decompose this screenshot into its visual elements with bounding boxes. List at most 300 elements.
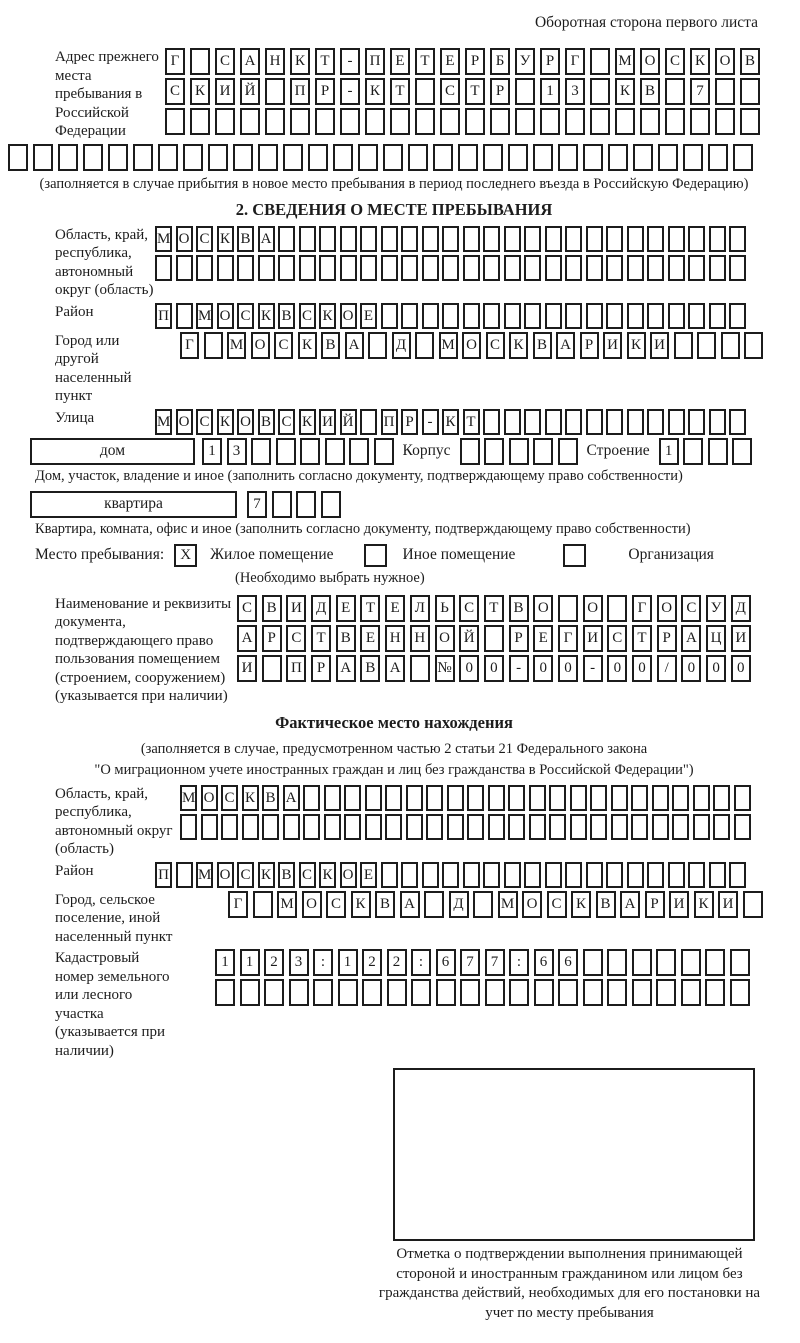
char-cell[interactable]: Д xyxy=(449,891,469,918)
char-cell[interactable] xyxy=(176,255,193,281)
char-cell[interactable]: 0 xyxy=(484,655,504,682)
char-cell[interactable]: Г xyxy=(180,332,199,359)
char-cell[interactable]: М xyxy=(439,332,458,359)
char-cell[interactable]: О xyxy=(340,303,357,329)
char-cell[interactable] xyxy=(545,409,562,435)
char-cell[interactable]: О xyxy=(251,332,270,359)
char-cell[interactable] xyxy=(360,255,377,281)
char-cell[interactable] xyxy=(483,144,503,171)
char-cell[interactable] xyxy=(381,255,398,281)
char-cell[interactable]: М xyxy=(196,862,213,888)
house-type-box[interactable]: дом xyxy=(30,438,195,465)
char-cell[interactable]: Л xyxy=(410,595,430,622)
char-cell[interactable]: Т xyxy=(465,78,485,105)
char-cell[interactable] xyxy=(743,891,763,918)
char-cell[interactable] xyxy=(401,226,418,252)
char-cell[interactable]: 0 xyxy=(533,655,553,682)
char-cell[interactable]: 2 xyxy=(387,949,407,976)
char-cell[interactable]: С xyxy=(326,891,346,918)
char-cell[interactable] xyxy=(534,979,554,1006)
char-cell[interactable] xyxy=(549,785,566,811)
char-cell[interactable] xyxy=(183,144,203,171)
char-cell[interactable] xyxy=(734,814,751,840)
char-cell[interactable]: О xyxy=(176,409,193,435)
char-cell[interactable]: : xyxy=(313,949,333,976)
char-cell[interactable] xyxy=(340,108,360,135)
char-cell[interactable]: В xyxy=(640,78,660,105)
char-cell[interactable]: В xyxy=(596,891,616,918)
char-cell[interactable] xyxy=(415,332,434,359)
char-cell[interactable] xyxy=(733,144,753,171)
char-cell[interactable] xyxy=(415,108,435,135)
char-cell[interactable]: М xyxy=(196,303,213,329)
char-cell[interactable] xyxy=(697,332,716,359)
char-cell[interactable] xyxy=(540,108,560,135)
char-cell[interactable] xyxy=(483,255,500,281)
char-cell[interactable] xyxy=(524,226,541,252)
char-cell[interactable] xyxy=(590,108,610,135)
char-cell[interactable]: Т xyxy=(315,48,335,75)
char-cell[interactable] xyxy=(401,862,418,888)
char-cell[interactable] xyxy=(709,226,726,252)
char-cell[interactable] xyxy=(415,78,435,105)
char-cell[interactable] xyxy=(583,144,603,171)
char-cell[interactable]: К xyxy=(298,332,317,359)
char-cell[interactable]: Г xyxy=(228,891,248,918)
char-cell[interactable]: О xyxy=(583,595,603,622)
char-cell[interactable] xyxy=(465,108,485,135)
char-cell[interactable]: 1 xyxy=(215,949,235,976)
char-cell[interactable]: О xyxy=(533,595,553,622)
char-cell[interactable] xyxy=(411,979,431,1006)
char-cell[interactable]: 1 xyxy=(540,78,560,105)
char-cell[interactable] xyxy=(344,785,361,811)
char-cell[interactable] xyxy=(340,226,357,252)
char-cell[interactable] xyxy=(408,144,428,171)
char-cell[interactable]: 0 xyxy=(731,655,751,682)
char-cell[interactable]: И xyxy=(237,655,257,682)
char-cell[interactable]: О xyxy=(435,625,455,652)
char-cell[interactable] xyxy=(729,862,746,888)
char-cell[interactable] xyxy=(632,979,652,1006)
char-cell[interactable]: О xyxy=(302,891,322,918)
char-cell[interactable] xyxy=(362,979,382,1006)
char-cell[interactable]: А xyxy=(237,625,257,652)
char-cell[interactable]: Г xyxy=(558,625,578,652)
char-cell[interactable] xyxy=(233,144,253,171)
char-cell[interactable] xyxy=(488,814,505,840)
char-cell[interactable] xyxy=(570,785,587,811)
char-cell[interactable] xyxy=(672,814,689,840)
char-cell[interactable]: 7 xyxy=(247,491,267,518)
char-cell[interactable]: 0 xyxy=(459,655,479,682)
char-cell[interactable] xyxy=(176,862,193,888)
char-cell[interactable] xyxy=(545,226,562,252)
char-cell[interactable] xyxy=(606,409,623,435)
char-cell[interactable]: 0 xyxy=(558,655,578,682)
char-cell[interactable] xyxy=(422,226,439,252)
char-cell[interactable] xyxy=(647,862,664,888)
char-cell[interactable]: Д xyxy=(392,332,411,359)
char-cell[interactable]: 0 xyxy=(706,655,726,682)
char-cell[interactable] xyxy=(509,979,529,1006)
char-cell[interactable] xyxy=(176,303,193,329)
char-cell[interactable]: С xyxy=(196,226,213,252)
char-cell[interactable]: Т xyxy=(390,78,410,105)
char-cell[interactable] xyxy=(426,785,443,811)
char-cell[interactable] xyxy=(33,144,53,171)
char-cell[interactable] xyxy=(484,438,504,465)
char-cell[interactable]: А xyxy=(345,332,364,359)
char-cell[interactable] xyxy=(374,438,394,465)
char-cell[interactable] xyxy=(313,979,333,1006)
char-cell[interactable]: П xyxy=(155,862,172,888)
char-cell[interactable] xyxy=(586,862,603,888)
char-cell[interactable] xyxy=(406,785,423,811)
char-cell[interactable] xyxy=(529,814,546,840)
char-cell[interactable]: А xyxy=(620,891,640,918)
char-cell[interactable]: Е xyxy=(385,595,405,622)
char-cell[interactable]: 0 xyxy=(632,655,652,682)
char-cell[interactable] xyxy=(289,979,309,1006)
char-cell[interactable] xyxy=(422,303,439,329)
char-cell[interactable]: 7 xyxy=(460,949,480,976)
char-cell[interactable] xyxy=(524,255,541,281)
char-cell[interactable] xyxy=(365,108,385,135)
char-cell[interactable]: А xyxy=(385,655,405,682)
char-cell[interactable]: - xyxy=(509,655,529,682)
char-cell[interactable] xyxy=(221,814,238,840)
char-cell[interactable] xyxy=(360,409,377,435)
char-cell[interactable]: В xyxy=(237,226,254,252)
char-cell[interactable]: С xyxy=(459,595,479,622)
char-cell[interactable] xyxy=(508,814,525,840)
char-cell[interactable]: В xyxy=(321,332,340,359)
char-cell[interactable] xyxy=(265,108,285,135)
char-cell[interactable] xyxy=(436,979,456,1006)
char-cell[interactable] xyxy=(688,862,705,888)
char-cell[interactable] xyxy=(410,655,430,682)
char-cell[interactable] xyxy=(473,891,493,918)
char-cell[interactable]: В xyxy=(533,332,552,359)
char-cell[interactable]: К xyxy=(509,332,528,359)
char-cell[interactable] xyxy=(607,949,627,976)
char-cell[interactable] xyxy=(201,814,218,840)
char-cell[interactable]: Е xyxy=(360,303,377,329)
char-cell[interactable]: В xyxy=(740,48,760,75)
char-cell[interactable] xyxy=(627,862,644,888)
char-cell[interactable] xyxy=(240,108,260,135)
char-cell[interactable] xyxy=(315,108,335,135)
char-cell[interactable] xyxy=(647,303,664,329)
char-cell[interactable]: С xyxy=(165,78,185,105)
char-cell[interactable]: О xyxy=(201,785,218,811)
char-cell[interactable] xyxy=(368,332,387,359)
char-cell[interactable] xyxy=(565,255,582,281)
char-cell[interactable]: 2 xyxy=(362,949,382,976)
char-cell[interactable] xyxy=(467,814,484,840)
char-cell[interactable] xyxy=(683,438,703,465)
char-cell[interactable] xyxy=(533,144,553,171)
char-cell[interactable] xyxy=(705,979,725,1006)
char-cell[interactable] xyxy=(583,979,603,1006)
char-cell[interactable] xyxy=(508,144,528,171)
char-cell[interactable] xyxy=(529,785,546,811)
char-cell[interactable]: К xyxy=(694,891,714,918)
char-cell[interactable]: Р xyxy=(645,891,665,918)
char-cell[interactable]: К xyxy=(571,891,591,918)
char-cell[interactable] xyxy=(180,814,197,840)
char-cell[interactable] xyxy=(734,785,751,811)
char-cell[interactable]: О xyxy=(217,862,234,888)
char-cell[interactable] xyxy=(524,409,541,435)
char-cell[interactable]: - xyxy=(583,655,603,682)
char-cell[interactable] xyxy=(586,226,603,252)
char-cell[interactable]: К xyxy=(217,226,234,252)
char-cell[interactable] xyxy=(242,814,259,840)
char-cell[interactable]: Т xyxy=(311,625,331,652)
char-cell[interactable] xyxy=(381,303,398,329)
char-cell[interactable] xyxy=(631,785,648,811)
char-cell[interactable]: Т xyxy=(632,625,652,652)
char-cell[interactable]: К xyxy=(299,409,316,435)
char-cell[interactable] xyxy=(463,226,480,252)
char-cell[interactable]: И xyxy=(603,332,622,359)
char-cell[interactable] xyxy=(321,491,341,518)
char-cell[interactable]: С xyxy=(237,303,254,329)
char-cell[interactable]: № xyxy=(435,655,455,682)
char-cell[interactable]: 2 xyxy=(264,949,284,976)
char-cell[interactable] xyxy=(504,862,521,888)
char-cell[interactable] xyxy=(732,438,752,465)
char-cell[interactable]: К xyxy=(365,78,385,105)
char-cell[interactable] xyxy=(668,303,685,329)
char-cell[interactable] xyxy=(565,108,585,135)
char-cell[interactable]: : xyxy=(509,949,529,976)
char-cell[interactable] xyxy=(608,144,628,171)
char-cell[interactable] xyxy=(688,255,705,281)
char-cell[interactable] xyxy=(715,78,735,105)
char-cell[interactable]: О xyxy=(657,595,677,622)
char-cell[interactable]: А xyxy=(258,226,275,252)
char-cell[interactable]: Е xyxy=(360,862,377,888)
char-cell[interactable] xyxy=(319,226,336,252)
char-cell[interactable] xyxy=(565,409,582,435)
char-cell[interactable] xyxy=(744,332,763,359)
char-cell[interactable] xyxy=(688,409,705,435)
char-cell[interactable] xyxy=(627,303,644,329)
char-cell[interactable] xyxy=(611,785,628,811)
char-cell[interactable] xyxy=(647,255,664,281)
char-cell[interactable] xyxy=(440,108,460,135)
char-cell[interactable] xyxy=(165,108,185,135)
char-cell[interactable] xyxy=(656,949,676,976)
char-cell[interactable] xyxy=(586,255,603,281)
char-cell[interactable]: С xyxy=(607,625,627,652)
char-cell[interactable]: Н xyxy=(265,48,285,75)
char-cell[interactable]: Ь xyxy=(435,595,455,622)
char-cell[interactable]: П xyxy=(286,655,306,682)
char-cell[interactable] xyxy=(358,144,378,171)
char-cell[interactable]: 0 xyxy=(681,655,701,682)
char-cell[interactable] xyxy=(338,979,358,1006)
char-cell[interactable] xyxy=(504,226,521,252)
char-cell[interactable] xyxy=(729,409,746,435)
char-cell[interactable] xyxy=(381,226,398,252)
char-cell[interactable] xyxy=(258,255,275,281)
char-cell[interactable]: Д xyxy=(311,595,331,622)
char-cell[interactable] xyxy=(422,255,439,281)
char-cell[interactable]: О xyxy=(237,409,254,435)
char-cell[interactable] xyxy=(730,979,750,1006)
char-cell[interactable]: С xyxy=(215,48,235,75)
char-cell[interactable] xyxy=(524,303,541,329)
char-cell[interactable]: К xyxy=(242,785,259,811)
char-cell[interactable] xyxy=(324,814,341,840)
checkbox-zhiloe-pomeshchenie[interactable]: X xyxy=(174,544,197,567)
char-cell[interactable] xyxy=(665,78,685,105)
char-cell[interactable] xyxy=(545,255,562,281)
char-cell[interactable] xyxy=(83,144,103,171)
char-cell[interactable]: С xyxy=(286,625,306,652)
char-cell[interactable] xyxy=(558,979,578,1006)
char-cell[interactable]: Р xyxy=(315,78,335,105)
char-cell[interactable] xyxy=(325,438,345,465)
char-cell[interactable] xyxy=(299,226,316,252)
char-cell[interactable] xyxy=(709,255,726,281)
char-cell[interactable]: Г xyxy=(565,48,585,75)
char-cell[interactable]: И xyxy=(731,625,751,652)
char-cell[interactable] xyxy=(303,785,320,811)
char-cell[interactable]: А xyxy=(283,785,300,811)
char-cell[interactable]: А xyxy=(681,625,701,652)
char-cell[interactable]: И xyxy=(319,409,336,435)
char-cell[interactable] xyxy=(488,785,505,811)
char-cell[interactable] xyxy=(490,108,510,135)
char-cell[interactable] xyxy=(308,144,328,171)
char-cell[interactable] xyxy=(217,255,234,281)
char-cell[interactable] xyxy=(460,438,480,465)
char-cell[interactable]: Е xyxy=(360,625,380,652)
char-cell[interactable]: 1 xyxy=(659,438,679,465)
char-cell[interactable]: И xyxy=(650,332,669,359)
char-cell[interactable]: М xyxy=(498,891,518,918)
char-cell[interactable]: К xyxy=(319,303,336,329)
char-cell[interactable]: 0 xyxy=(607,655,627,682)
char-cell[interactable]: / xyxy=(657,655,677,682)
char-cell[interactable] xyxy=(668,255,685,281)
apartment-type-box[interactable]: квартира xyxy=(30,491,237,518)
char-cell[interactable] xyxy=(590,785,607,811)
char-cell[interactable] xyxy=(668,862,685,888)
char-cell[interactable] xyxy=(365,785,382,811)
char-cell[interactable] xyxy=(296,491,316,518)
char-cell[interactable] xyxy=(324,785,341,811)
char-cell[interactable]: Е xyxy=(336,595,356,622)
char-cell[interactable] xyxy=(442,303,459,329)
char-cell[interactable] xyxy=(349,438,369,465)
char-cell[interactable]: Т xyxy=(484,595,504,622)
char-cell[interactable] xyxy=(344,814,361,840)
char-cell[interactable] xyxy=(558,595,578,622)
char-cell[interactable]: М xyxy=(180,785,197,811)
char-cell[interactable]: С xyxy=(299,303,316,329)
char-cell[interactable]: И xyxy=(286,595,306,622)
char-cell[interactable]: Р xyxy=(465,48,485,75)
char-cell[interactable]: Р xyxy=(490,78,510,105)
char-cell[interactable] xyxy=(262,655,282,682)
char-cell[interactable]: И xyxy=(215,78,235,105)
char-cell[interactable]: С xyxy=(237,595,257,622)
char-cell[interactable] xyxy=(549,814,566,840)
checkbox-organizatsiya[interactable] xyxy=(563,544,586,567)
char-cell[interactable] xyxy=(729,226,746,252)
char-cell[interactable] xyxy=(558,144,578,171)
char-cell[interactable]: О xyxy=(640,48,660,75)
char-cell[interactable]: В xyxy=(258,409,275,435)
char-cell[interactable] xyxy=(715,108,735,135)
char-cell[interactable]: О xyxy=(217,303,234,329)
checkbox-inoe-pomeshchenie[interactable] xyxy=(364,544,387,567)
char-cell[interactable]: Г xyxy=(632,595,652,622)
char-cell[interactable]: П xyxy=(365,48,385,75)
char-cell[interactable]: Р xyxy=(262,625,282,652)
char-cell[interactable]: О xyxy=(715,48,735,75)
char-cell[interactable]: М xyxy=(155,226,172,252)
char-cell[interactable] xyxy=(730,949,750,976)
char-cell[interactable]: С xyxy=(221,785,238,811)
char-cell[interactable]: 6 xyxy=(558,949,578,976)
char-cell[interactable] xyxy=(215,108,235,135)
char-cell[interactable] xyxy=(558,438,578,465)
char-cell[interactable] xyxy=(729,255,746,281)
char-cell[interactable] xyxy=(208,144,228,171)
char-cell[interactable]: Й xyxy=(340,409,357,435)
char-cell[interactable]: П xyxy=(155,303,172,329)
char-cell[interactable] xyxy=(606,255,623,281)
char-cell[interactable] xyxy=(299,255,316,281)
char-cell[interactable]: В xyxy=(278,303,295,329)
char-cell[interactable]: В xyxy=(278,862,295,888)
char-cell[interactable] xyxy=(570,814,587,840)
char-cell[interactable]: К xyxy=(258,862,275,888)
char-cell[interactable]: 7 xyxy=(690,78,710,105)
char-cell[interactable] xyxy=(729,303,746,329)
char-cell[interactable]: С xyxy=(299,862,316,888)
char-cell[interactable]: А xyxy=(336,655,356,682)
char-cell[interactable]: Ц xyxy=(706,625,726,652)
char-cell[interactable] xyxy=(688,303,705,329)
char-cell[interactable]: : xyxy=(411,949,431,976)
char-cell[interactable]: В xyxy=(262,595,282,622)
char-cell[interactable] xyxy=(290,108,310,135)
char-cell[interactable] xyxy=(460,979,480,1006)
char-cell[interactable] xyxy=(668,409,685,435)
char-cell[interactable] xyxy=(278,255,295,281)
char-cell[interactable] xyxy=(713,785,730,811)
char-cell[interactable] xyxy=(640,108,660,135)
char-cell[interactable]: М xyxy=(227,332,246,359)
char-cell[interactable]: К xyxy=(627,332,646,359)
char-cell[interactable] xyxy=(196,255,213,281)
char-cell[interactable] xyxy=(390,108,410,135)
char-cell[interactable] xyxy=(665,108,685,135)
char-cell[interactable] xyxy=(463,255,480,281)
char-cell[interactable]: С xyxy=(665,48,685,75)
char-cell[interactable] xyxy=(611,814,628,840)
char-cell[interactable] xyxy=(658,144,678,171)
char-cell[interactable]: 1 xyxy=(338,949,358,976)
